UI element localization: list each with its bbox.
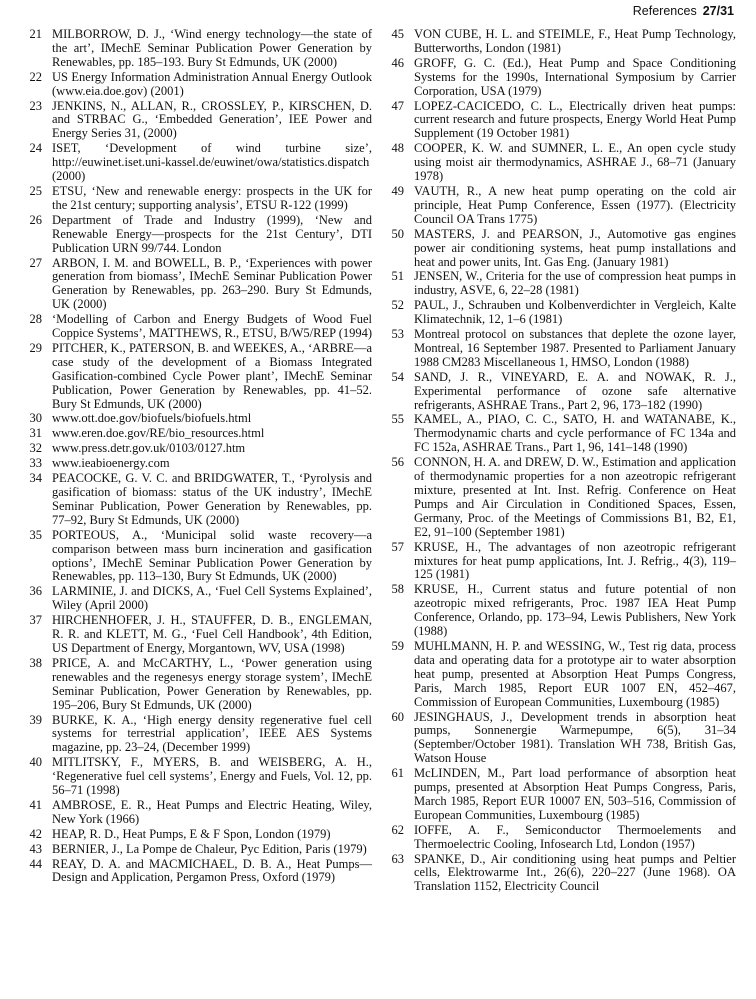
reference-entry bbox=[384, 57, 736, 99]
running-header bbox=[633, 4, 734, 18]
reference-text: VON CUBE, H. L. and STEIMLE, F., Heat Pump Technology, Butterworths, London (1981) bbox=[414, 27, 736, 55]
reference-entry bbox=[22, 257, 372, 313]
reference-number: 37 bbox=[29, 613, 42, 628]
reference-entry bbox=[384, 711, 736, 767]
reference-number: 40 bbox=[29, 755, 42, 770]
reference-text: MILBORROW, D. J., ‘Wind energy technology—the state of the art’, IMechE Seminar Publication Power Generation by Renewables, pp. 185–193. Bury St Edmunds, UK (2000) bbox=[52, 27, 372, 69]
reference-text: www.ott.doe.gov/biofuels/biofuels.html bbox=[52, 411, 252, 426]
reference-entry bbox=[22, 28, 372, 70]
reference-entry bbox=[22, 427, 372, 441]
reference-text: SAND, J. R., VINEYARD, E. A. and NOWAK, R. J., Experimental performance of ozone safe alternative refrigerants, ASHRAE Trans., Part 2, 96, 173–182 (1990) bbox=[414, 369, 736, 412]
reference-text: Montreal protocol on substances that deplete the ozone layer, Montreal, 16 September 1987. Presented to Parliament January 1988 CM283 Miscellaneous 1, HMSO, London (1988) bbox=[414, 327, 736, 369]
reference-text: HEAP, R. D., Heat Pumps, E & F Spon, London (1979) bbox=[52, 826, 331, 841]
reference-number: 36 bbox=[29, 584, 42, 599]
reference-text: LOPEZ-CACICEDO, C. L., Electrically driven heat pumps: current research and future prospects, Energy World Heat Pump Supplement (19 October 1981) bbox=[414, 98, 736, 141]
right-column bbox=[384, 28, 736, 895]
reference-number: 31 bbox=[29, 426, 42, 441]
reference-number: 50 bbox=[391, 226, 404, 241]
reference-text: US Energy Information Administration Annual Energy Outlook (www.eia.doe.gov) (2001) bbox=[52, 69, 372, 98]
reference-entry bbox=[384, 853, 736, 895]
reference-number: 48 bbox=[391, 141, 404, 156]
reference-number: 60 bbox=[391, 709, 404, 724]
reference-entry bbox=[384, 228, 736, 270]
reference-entry bbox=[22, 71, 372, 99]
reference-number: 26 bbox=[29, 212, 42, 227]
section-title: References bbox=[632, 4, 697, 18]
reference-text: LARMINIE, J. and DICKS, A., ‘Fuel Cell Systems Explained’, Wiley (April 2000) bbox=[52, 584, 372, 613]
reference-number: 39 bbox=[29, 712, 42, 727]
reference-entry bbox=[384, 456, 736, 539]
reference-number: 23 bbox=[29, 98, 42, 113]
reference-text: VAUTH, R., A new heat pump operating on the cold air principle, Heat Pump Conference, Essen (1977). (Electricity Council OA Trans 1775) bbox=[414, 183, 736, 226]
reference-text: MITLITSKY, F., MYERS, B. and WEISBERG, A. H., ‘Regenerative fuel cell systems’, Energy and Fuels, Vol. 12, pp. 56–71 (1998) bbox=[52, 755, 372, 798]
reference-entry bbox=[22, 529, 372, 585]
reference-text: PITCHER, K., PATERSON, B. and WEEKES, A., ‘ARBRE—a case study of the development of a Biomass Integrated Gasification-combined Cycle Power plant’, IMechE Seminar Publication, Power Generation by Renewables, pp. 41–52. Bury St Edmunds, UK (2000) bbox=[52, 340, 372, 411]
reference-number: 41 bbox=[29, 797, 42, 812]
page-number: 27/31 bbox=[702, 4, 734, 18]
reference-text: JESINGHAUS, J., Development trends in absorption heat pumps, Sonnenergie Warmepumpe, 6(5), 31–34 (September/October 1981). Translation WH 738, British Gas, Watson House bbox=[414, 709, 736, 766]
reference-text: PAUL, J., Schrauben und Kolbenverdichter in Vergleich, Kalte Klimatechnik, 12, 1–6 (1981) bbox=[414, 298, 736, 327]
reference-entry bbox=[384, 640, 736, 710]
reference-text: AMBROSE, E. R., Heat Pumps and Electric Heating, Wiley, New York (1966) bbox=[52, 797, 372, 826]
reference-number: 25 bbox=[29, 183, 42, 198]
reference-text: PORTEOUS, A., ‘Municipal solid waste recovery—a comparison between mass burn incineration and gasification options’, IMechE Seminar Publication Power Generation by Renewables, pp. 113–130, Bury St Edmunds, UK (2000) bbox=[52, 527, 372, 584]
left-column bbox=[22, 28, 372, 886]
reference-text: GROFF, G. C. (Ed.), Heat Pump and Space Conditioning Systems for the 1990s, International Symposium by Carrier Corporation, USA (1979) bbox=[414, 55, 736, 98]
reference-number: 58 bbox=[391, 582, 404, 597]
reference-number: 28 bbox=[29, 312, 42, 327]
reference-entry bbox=[22, 185, 372, 213]
reference-text: www.ieabioenergy.com bbox=[52, 456, 170, 471]
reference-entry bbox=[384, 270, 736, 298]
reference-entry bbox=[384, 100, 736, 142]
reference-text: ISET, ‘Development of wind turbine size’, http://euwinet.iset.uni-kassel.de/euwinet/owa/statistics.dispatch (2000) bbox=[52, 141, 372, 184]
reference-entry bbox=[22, 858, 372, 886]
reference-number: 33 bbox=[29, 456, 42, 471]
reference-entry bbox=[22, 756, 372, 798]
reference-number: 45 bbox=[391, 27, 404, 41]
reference-number: 43 bbox=[29, 841, 42, 856]
reference-entry bbox=[22, 457, 372, 471]
reference-text: ‘Modelling of Carbon and Energy Budgets of Wood Fuel Coppice Systems’, MATTHEWS, R., ETSU, B/W5/REP (1994) bbox=[52, 312, 373, 341]
reference-entry bbox=[22, 657, 372, 713]
reference-entry bbox=[384, 583, 736, 639]
reference-text: PEACOCKE, G. V. C. and BRIDGWATER, T., ‘Pyrolysis and gasification of biomass: status of the UK industry’, IMechE Seminar Publication, Power Generation by Renewables, pp. 77–92, Bury St Edmunds, UK (2000) bbox=[52, 471, 372, 527]
reference-entry bbox=[384, 142, 736, 184]
reference-number: 27 bbox=[29, 255, 42, 270]
reference-number: 35 bbox=[29, 527, 42, 542]
reference-entry bbox=[384, 185, 736, 227]
reference-entry bbox=[22, 585, 372, 613]
reference-entry bbox=[22, 714, 372, 756]
reference-number: 21 bbox=[29, 27, 42, 41]
reference-text: SPANKE, D., Air conditioning using heat pumps and Peltier cells, Elektrowarme Int., 26(6), 220–227 (June 1968). OA Translation 1152, Electricity Council bbox=[414, 851, 736, 894]
reference-text: KRUSE, H., The advantages of non azeotropic refrigerant mixtures for heat pump applications, Int. J. Refrig., 4(3), 119–125 (1981) bbox=[414, 539, 736, 582]
reference-text: KAMEL, A., PIAO, C. C., SATO, H. and WATANABE, K., Thermodynamic charts and cycle performance of FC 134a and FC 152a, ASHRAE Trans., Part 1, 96, 141–148 (1990) bbox=[414, 412, 736, 455]
reference-entry bbox=[22, 342, 372, 412]
reference-entry bbox=[22, 313, 372, 341]
reference-entry bbox=[384, 824, 736, 852]
reference-text: IOFFE, A. F., Semiconductor Thermoelements and Thermoelectric Cooling, Infosearch Ltd, London (1957) bbox=[414, 822, 736, 851]
reference-number: 53 bbox=[391, 327, 404, 342]
reference-text: COOPER, K. W. and SUMNER, L. E., An open cycle study using moist air thermodynamics, ASHRAE J., 68–71 (January 1978) bbox=[414, 141, 736, 184]
reference-number: 57 bbox=[391, 539, 404, 554]
reference-text: MASTERS, J. and PEARSON, J., Automotive gas engines power air conditioning systems, heat pump installations and heat and power units, Int. Gas Eng. (January 1981) bbox=[414, 226, 736, 269]
reference-text: HIRCHENHOFER, J. H., STAUFFER, D. B., ENGLEMAN, R. R. and KLETT, M. G., ‘Fuel Cell Handbook’, 4th Edition, US Department of Energy, Morgantown, WV, USA (1998) bbox=[52, 613, 372, 655]
reference-number: 30 bbox=[29, 411, 42, 426]
reference-entry bbox=[384, 767, 736, 823]
reference-text: REAY, D. A. and MACMICHAEL, D. B. A., Heat Pumps—Design and Application, Pergamon Press, Oxford (1979) bbox=[52, 856, 372, 885]
reference-text: MUHLMANN, H. P. and WESSING, W., Test rig data, process data and operating data for a prototype air to water absorption heat pump, presented at Absorption Heat Pumps Congress, Paris, March 1985, Report EUR 1007 EN, 452–467, Commission of European Communities, Luxembourg (1985) bbox=[414, 638, 736, 709]
reference-number: 49 bbox=[391, 183, 404, 198]
reference-number: 24 bbox=[29, 141, 42, 156]
reference-entry bbox=[384, 299, 736, 327]
reference-entry bbox=[384, 413, 736, 455]
reference-number: 38 bbox=[29, 655, 42, 670]
reference-text: ARBON, I. M. and BOWELL, B. P., ‘Experiences with power generation from biomass’, IMechE Seminar Publication Power Generation by Renewables, pp. 263–290. Bury St Edmunds, UK (2000) bbox=[52, 255, 372, 312]
reference-number: 55 bbox=[391, 412, 404, 427]
reference-text: www.press.detr.gov.uk/0103/0127.htm bbox=[52, 441, 246, 456]
reference-number: 56 bbox=[391, 455, 404, 470]
reference-text: Department of Trade and Industry (1999), ‘New and Renewable Energy—prospects for the 21st Century’, DTI Publication URN 99/744. London bbox=[52, 212, 372, 255]
reference-number: 59 bbox=[391, 638, 404, 653]
reference-entry bbox=[22, 412, 372, 426]
reference-entry bbox=[22, 214, 372, 256]
reference-text: KRUSE, H., Current status and future potential of non azeotropic mixed refrigerants, Proc. 1987 IEA Heat Pump Conference, Orlando, pp. 173–94, Lewis Publishers, New York (1988) bbox=[414, 582, 736, 639]
reference-number: 54 bbox=[391, 369, 404, 384]
reference-entry bbox=[22, 828, 372, 842]
reference-number: 32 bbox=[29, 441, 42, 456]
reference-entry bbox=[22, 142, 372, 184]
reference-text: BURKE, K. A., ‘High energy density regenerative fuel cell systems for terrestrial application’, IEEE AES Systems magazine, pp. 23–24, (December 1999) bbox=[52, 712, 372, 755]
reference-entry bbox=[384, 28, 736, 56]
reference-number: 61 bbox=[391, 766, 404, 781]
reference-number: 63 bbox=[391, 851, 404, 866]
reference-text: ETSU, ‘New and renewable energy: prospects in the UK for the 21st century; supporting analysis’, ETSU R-122 (1999) bbox=[52, 183, 372, 212]
reference-number: 34 bbox=[29, 471, 42, 486]
reference-number: 51 bbox=[391, 269, 404, 284]
reference-text: CONNON, H. A. and DREW, D. W., Estimation and application of thermodynamic properties for a non azeotropic refrigerant mixture, presented at Int. Inst. Refrig. Conference on Heat Pumps and Air Circulation in Conditioned Spaces, Essen, Germany, Proc. of the Meetings of Commissions B1, B2, E1, E2, 91–100 (September 1981) bbox=[414, 455, 736, 539]
reference-number: 42 bbox=[29, 826, 42, 841]
reference-entry bbox=[22, 843, 372, 857]
reference-entry bbox=[22, 799, 372, 827]
reference-number: 52 bbox=[391, 298, 404, 313]
reference-entry bbox=[22, 614, 372, 656]
reference-number: 44 bbox=[29, 856, 42, 871]
reference-number: 22 bbox=[29, 69, 42, 84]
reference-entry bbox=[22, 100, 372, 142]
reference-entry bbox=[384, 541, 736, 583]
reference-text: JENSEN, W., Criteria for the use of compression heat pumps in industry, ASVE, 6, 22–28 (1981) bbox=[414, 269, 736, 298]
reference-text: McLINDEN, M., Part load performance of absorption heat pumps, presented at Absorption Heat Pumps Congress, Paris, March 1985, Report EUR 10007 EN, 503–516, Commission of European Communities, Luxembourg (1985) bbox=[414, 766, 736, 822]
reference-entry bbox=[22, 472, 372, 528]
reference-text: PRICE, A. and McCARTHY, L., ‘Power generation using renewables and the regenesys energy storage system’, IMechE Seminar Publication, Power Generation by Renewables, pp. 195–206, Bury St Edmunds, UK (2000) bbox=[52, 655, 372, 712]
reference-number: 62 bbox=[391, 822, 404, 837]
reference-text: BERNIER, J., La Pompe de Chaleur, Pyc Edition, Paris (1979) bbox=[52, 841, 367, 856]
reference-number: 47 bbox=[391, 98, 404, 113]
reference-entry bbox=[384, 371, 736, 413]
reference-entry bbox=[384, 328, 736, 370]
reference-text: www.eren.doe.gov/RE/bio_resources.html bbox=[52, 426, 265, 441]
reference-number: 29 bbox=[29, 340, 42, 355]
reference-entry bbox=[22, 442, 372, 456]
reference-number: 46 bbox=[391, 55, 404, 70]
reference-text: JENKINS, N., ALLAN, R., CROSSLEY, P., KIRSCHEN, D. and STRBAC G., ‘Embedded Generation’, IEE Power and Energy Series 31, (2000) bbox=[52, 98, 372, 141]
